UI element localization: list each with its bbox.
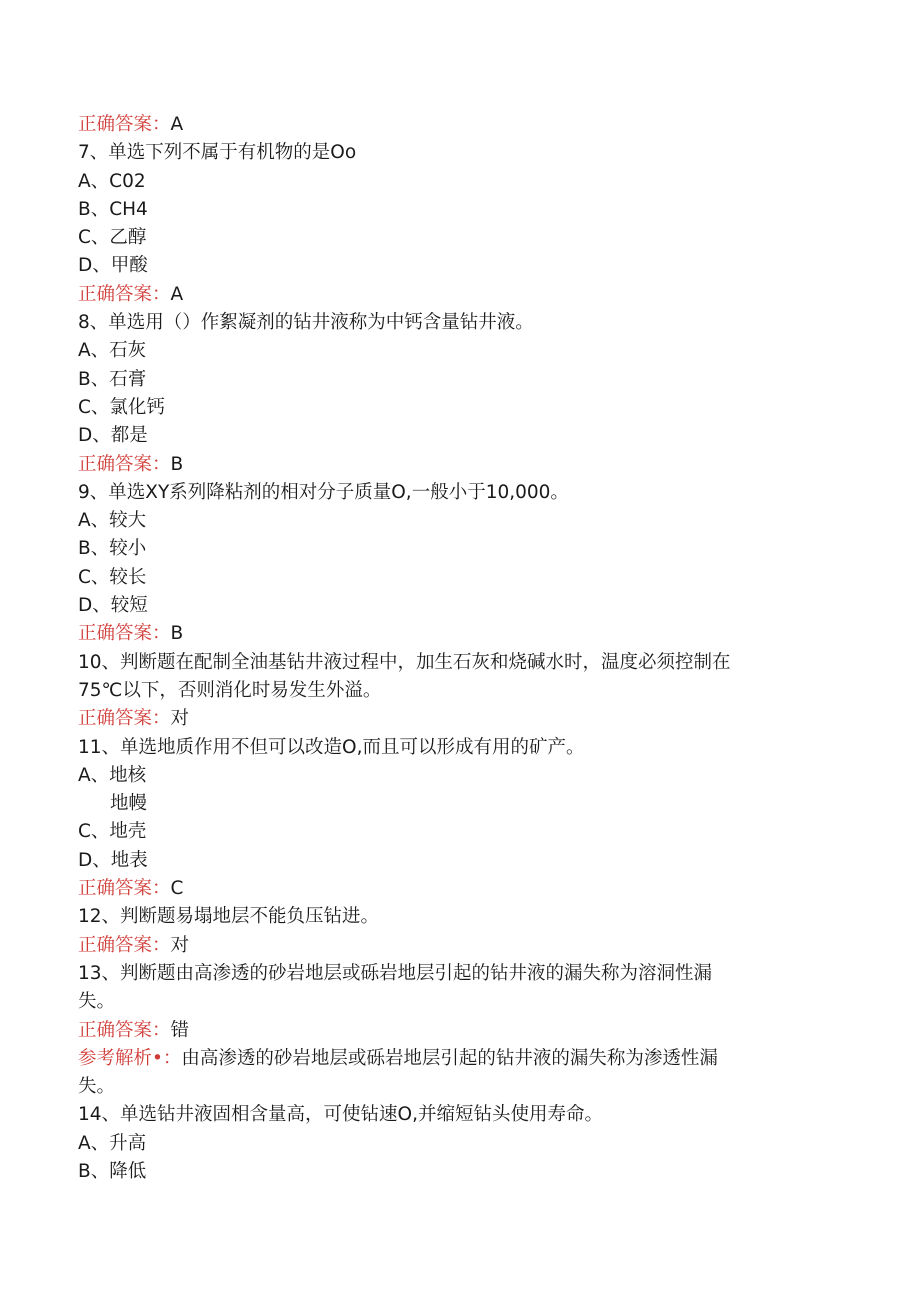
answer-label: 正确答案：: [78, 114, 171, 135]
answer-line: [78, 451, 838, 479]
answer-label: 正确答案：: [78, 283, 171, 305]
option-b: 地幔: [110, 793, 148, 815]
option-c: C、乙醇: [78, 227, 147, 249]
question-8: 8、单选用（）作絮凝剂的钻井液称为中钙含量钻井液。: [78, 312, 534, 334]
question-13-line-2: 失。: [78, 991, 116, 1013]
answer-line: [78, 932, 838, 960]
answer-value: C: [170, 878, 184, 900]
question-9: 9、单选XY系列降粘剂的相对分子质量O,一般小于10,000。: [78, 481, 569, 503]
answer-label: 正确答案：: [78, 708, 171, 730]
option-c: C、地壳: [78, 821, 147, 843]
question-10-line-1: 10、判断题在配制全油基钻井液过程中，加生石灰和烧碱水时，温度必须控制在: [78, 651, 731, 673]
answer-label: 正确答案：: [78, 623, 171, 645]
answer-label: 正确答案：: [78, 934, 171, 956]
answer-value: A: [170, 114, 184, 135]
option-d: D、都是: [78, 425, 148, 447]
answer-value: B: [170, 623, 184, 645]
answer-label: 正确答案：: [78, 1019, 171, 1041]
option-b: B、CH4: [78, 198, 148, 220]
option-d: D、较短: [78, 595, 148, 617]
answer-label: 正确答案：: [78, 878, 171, 900]
question-13-line-1: 13、判断题由高渗透的砂岩地层或砾岩地层引起的钻井液的漏失称为溶洞性漏: [78, 962, 713, 984]
option-a: A、地核: [78, 764, 147, 786]
option-a: A、升高: [78, 1132, 147, 1154]
question-14: 14、单选钻井液固相含量高，可使钻速O,并缩短钻头使用寿命。: [78, 1104, 603, 1126]
option-d: D、地表: [78, 849, 148, 871]
question-11: 11、单选地质作用不但可以改造O,而且可以形成有用的矿产。: [78, 736, 585, 758]
answer-line: [78, 1017, 838, 1045]
answer-value: 对: [170, 934, 190, 956]
option-a: A、C02: [78, 170, 146, 192]
option-a: A、较大: [78, 510, 147, 532]
option-a: A、石灰: [78, 340, 147, 362]
answer-label: 正确答案：: [78, 453, 171, 475]
document-body: [78, 111, 838, 1186]
answer-value: 错: [170, 1019, 190, 1041]
option-b: B、石膏: [78, 368, 147, 390]
option-d: D、甲酸: [78, 255, 148, 277]
answer-value: 对: [170, 708, 190, 730]
option-c: C、氯化钙: [78, 396, 165, 418]
option-b: B、较小: [78, 538, 147, 560]
answer-line: [78, 111, 838, 139]
option-c: C、较长: [78, 566, 147, 588]
analysis-line: [78, 1045, 838, 1073]
analysis-line-2: 失。: [78, 1076, 116, 1098]
analysis-label: 参考解析•：: [78, 1047, 182, 1069]
question-7: 7、单选下列不属于有机物的是Oo: [78, 142, 357, 164]
option-b: B、降低: [78, 1160, 147, 1182]
answer-value: A: [170, 283, 184, 305]
answer-line: [78, 620, 838, 648]
analysis-text: 由高渗透的砂岩地层或砾岩地层引起的钻井液的漏失称为渗透性漏: [181, 1047, 718, 1069]
answer-line: [78, 875, 838, 903]
answer-line: [78, 705, 838, 733]
answer-line: [78, 281, 838, 309]
question-10-line-2: 75℃以下，否则消化时易发生外溢。: [78, 679, 382, 701]
question-12: 12、判断题易塌地层不能负压钻进。: [78, 906, 380, 928]
answer-value: B: [170, 453, 184, 475]
